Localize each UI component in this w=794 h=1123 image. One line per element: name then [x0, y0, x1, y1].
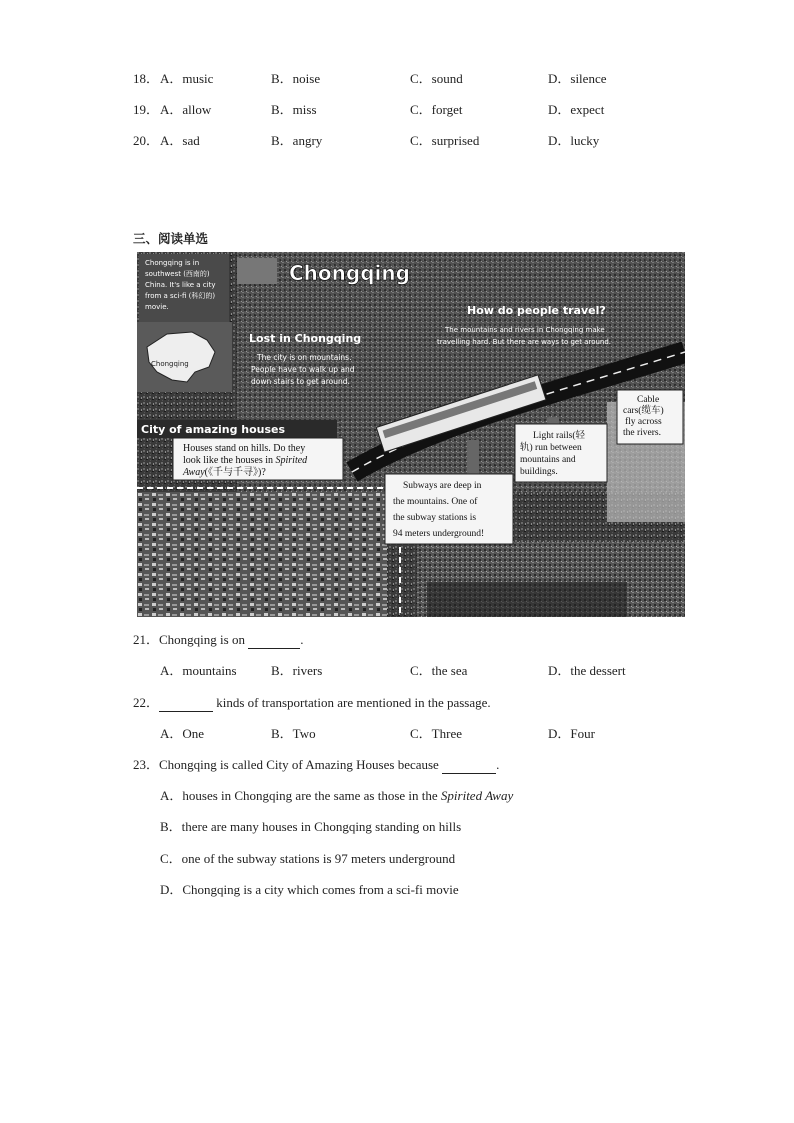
- subway-line: 94 meters underground!: [393, 529, 485, 539]
- cable-line: fly across: [625, 417, 662, 427]
- option-b[interactable]: B．rivers: [271, 663, 323, 678]
- option-c[interactable]: C．one of the subway stations is 97 meters underground: [160, 851, 456, 866]
- chongqing-poster: [137, 252, 685, 617]
- option-d[interactable]: D．lucky: [548, 133, 600, 148]
- travel-heading: How do people travel?: [467, 304, 606, 317]
- houses-line: (《千与千寻》)?: [204, 467, 266, 478]
- intro-line: movie.: [145, 303, 169, 311]
- svg-text:look like the houses in Spirit: [183, 455, 308, 466]
- subway-line: the mountains. One of: [393, 497, 478, 507]
- question-number: 18．: [133, 71, 160, 86]
- houses-line: look like the houses in: [183, 455, 276, 466]
- option-d[interactable]: D．Chongqing is a city which comes from a sci-fi movie: [160, 882, 459, 897]
- option-d[interactable]: D．silence: [548, 71, 607, 86]
- cable-line: the rivers.: [623, 428, 661, 438]
- question-number: 20．: [133, 133, 160, 148]
- section-title: 三、阅读单选: [133, 231, 209, 246]
- travel-line: travelling hard. But there are ways to get around.: [437, 338, 612, 346]
- intro-line: from a sci-fi (科幻的): [145, 292, 216, 300]
- travel-line: The mountains and rivers in Chongqing make: [445, 326, 605, 334]
- map-label: Chongqing: [151, 360, 189, 368]
- option-b[interactable]: B．miss: [271, 102, 317, 117]
- subway-line: the subway stations is: [393, 513, 477, 523]
- option-c[interactable]: C．the sea: [410, 663, 468, 678]
- option-b[interactable]: B．angry: [271, 133, 323, 148]
- intro-line: southwest (西南的): [145, 270, 210, 278]
- cable-line: Cable: [637, 395, 660, 405]
- option-c[interactable]: C．surprised: [410, 133, 480, 148]
- option-d[interactable]: D．expect: [548, 102, 605, 117]
- option-d[interactable]: D．Four: [548, 726, 595, 741]
- intro-line: Chongqing is in: [145, 259, 200, 267]
- option-a[interactable]: A．houses in Chongqing are the same as those in the Spirited Away: [160, 788, 514, 803]
- lost-heading: Lost in Chongqing: [249, 332, 362, 345]
- option-b[interactable]: B．Two: [271, 726, 316, 741]
- option-c[interactable]: C．forget: [410, 102, 463, 117]
- poster-title: Chongqing: [289, 261, 410, 285]
- cable-line: cars(缆车): [623, 406, 664, 416]
- rail-line: buildings.: [520, 467, 558, 477]
- option-d[interactable]: D．the dessert: [548, 663, 626, 678]
- answer-blank[interactable]: [442, 757, 496, 774]
- lost-line: down stairs to get around.: [251, 377, 350, 386]
- houses-italic: Away: [183, 467, 205, 478]
- houses-line: Houses stand on hills. Do they: [183, 443, 306, 454]
- option-a[interactable]: A．sad: [160, 133, 200, 148]
- option-a[interactable]: A．music: [160, 71, 214, 86]
- question-stem: 21．Chongqing is on .: [133, 632, 304, 647]
- svg-text:Away(《千与千寻》)?: [182, 465, 266, 478]
- option-b[interactable]: B．noise: [271, 71, 321, 86]
- rail-line: 轨) run between: [520, 443, 582, 453]
- question-number: 19．: [133, 102, 160, 117]
- rail-line: Light rails(轻: [533, 431, 585, 441]
- amazing-heading: City of amazing houses: [141, 423, 286, 436]
- answer-blank[interactable]: [248, 632, 300, 649]
- lost-line: The city is on mountains.: [257, 353, 352, 362]
- option-c[interactable]: C．Three: [410, 726, 462, 741]
- lost-line: People have to walk up and: [251, 365, 355, 374]
- option-a[interactable]: A．One: [160, 726, 205, 741]
- houses-italic: Spirited: [275, 455, 308, 466]
- subway-line: Subways are deep in: [403, 481, 482, 491]
- intro-line: China. It's like a city: [145, 281, 216, 289]
- option-b[interactable]: B．there are many houses in Chongqing standing on hills: [160, 819, 462, 834]
- answer-blank[interactable]: [159, 695, 213, 712]
- option-c[interactable]: C．sound: [410, 71, 463, 86]
- question-stem: 22． kinds of transportation are mentioned in the passage.: [133, 695, 491, 710]
- rail-line: mountains and: [520, 455, 576, 465]
- question-stem: 23．Chongqing is called City of Amazing Houses because .: [133, 757, 500, 772]
- option-a[interactable]: A．allow: [160, 102, 212, 117]
- option-a[interactable]: A．mountains: [160, 663, 237, 678]
